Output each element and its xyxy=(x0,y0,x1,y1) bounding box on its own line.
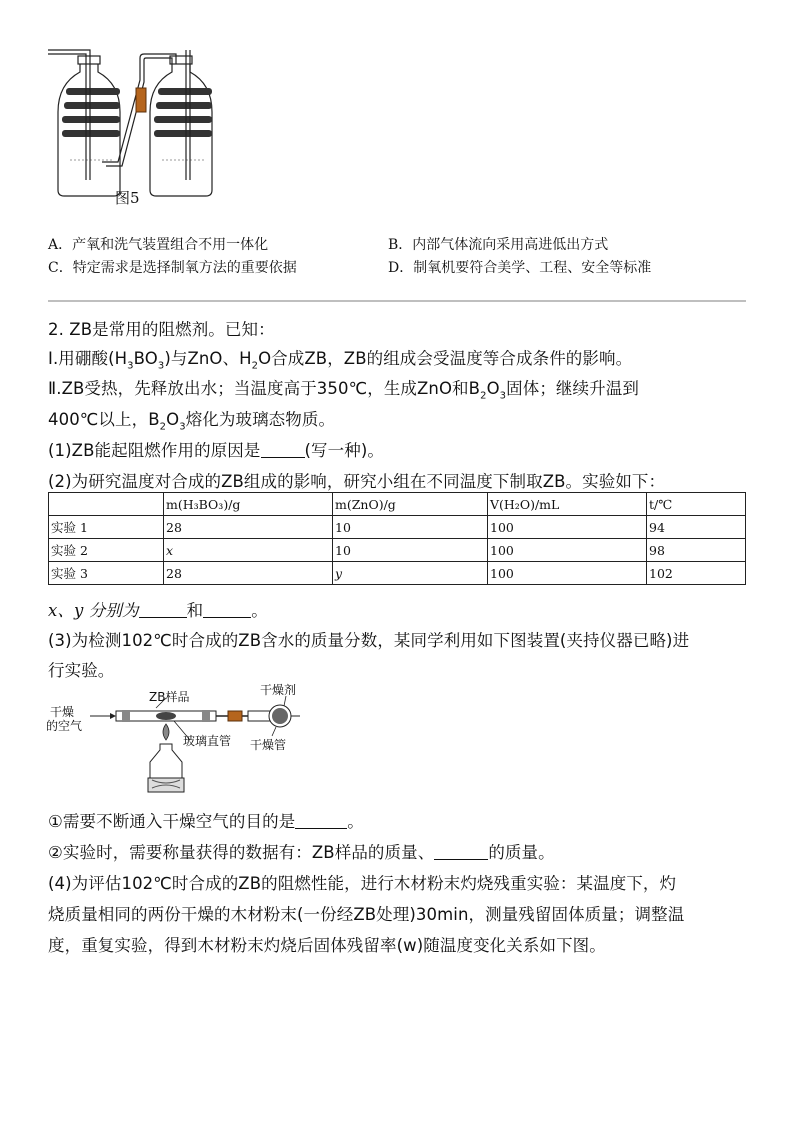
q2-known-2: Ⅱ.ZB受热，先释放出水；当温度高于350℃，生成ZnO和$B_2O_3$固体；继续升温到 xyxy=(48,379,639,402)
table-cell: 102 xyxy=(647,562,746,585)
table-cell: 实验 1 xyxy=(49,516,164,539)
answer-blank xyxy=(295,814,347,829)
table-header: m(H₃BO₃)/g xyxy=(164,493,333,516)
q2-sub2: (2)为研究温度对合成的ZB组成的影响，研究小组在不同温度下制取ZB。实验如下： xyxy=(48,472,666,491)
option-b: B．内部气体流向采用高进低出方式 xyxy=(388,237,609,253)
q2-known-1: Ⅰ.用硼酸$(H_3BO_3)$与ZnO、$H_2O$合成ZB，ZB的组成会受温度等合成条件的影响。 xyxy=(48,349,633,372)
q2-sub4-line2: 烧质量相同的两份干燥的木材粉末(一份经ZB处理)30min，测量残留固体质量；调整温 xyxy=(48,905,685,924)
answer-blank xyxy=(434,845,488,860)
figure5-apparatus xyxy=(40,40,230,210)
label-zb-sample: ZB样品 xyxy=(149,690,190,704)
table-header: V(H₂O)/mL xyxy=(488,493,647,516)
table-cell: x xyxy=(164,539,333,562)
table-cell: 28 xyxy=(164,516,333,539)
q2-sub1: (1)ZB能起阻燃作用的原因是 (写一种)。 xyxy=(48,441,384,460)
table-header-row xyxy=(49,493,746,516)
table-header: m(ZnO)/g xyxy=(333,493,488,516)
answer-blank xyxy=(139,603,187,618)
table-cell: 10 xyxy=(333,516,488,539)
option-c: C．特定需求是选择制氧方法的重要依据 xyxy=(48,260,297,276)
q2-sub3-line2: 行实验。 xyxy=(48,661,115,680)
q2-sub3-item1: ①需要不断通入干燥空气的目的是 。 xyxy=(48,812,364,831)
table-header xyxy=(49,493,164,516)
table-cell: 10 xyxy=(333,539,488,562)
table-cell: 实验 3 xyxy=(49,562,164,585)
q2-xy-blanks: x、y 分别为 和 。 xyxy=(48,601,268,620)
table-cell: 100 xyxy=(488,562,647,585)
table-row xyxy=(49,516,746,539)
table-cell: 28 xyxy=(164,562,333,585)
right-bottle xyxy=(150,56,212,196)
q2-sub3-item2: ②实验时，需要称量获得的数据有：ZB样品的质量、 的质量。 xyxy=(48,843,555,862)
answer-blank xyxy=(203,603,251,618)
table-cell: 实验 2 xyxy=(49,539,164,562)
table-cell: 100 xyxy=(488,516,647,539)
label-dry-air-2: 的空气 xyxy=(46,719,83,733)
left-bottle xyxy=(58,56,120,196)
q2-intro: 2. ZB是常用的阻燃剂。已知： xyxy=(48,320,275,339)
label-dry-air-1: 干燥 xyxy=(50,705,75,719)
table-header: t/℃ xyxy=(647,493,746,516)
table-row xyxy=(49,562,746,585)
table-cell: 98 xyxy=(647,539,746,562)
option-a: A．产氧和洗气装置组合不用一体化 xyxy=(48,237,269,253)
table-cell: y xyxy=(333,562,488,585)
label-desiccant: 干燥剂 xyxy=(260,683,297,697)
figure5-caption: 图5 xyxy=(115,189,140,207)
answer-blank xyxy=(261,443,305,458)
experiment-table xyxy=(48,492,746,585)
q2-known-2-cont: 400℃以上，$B_2O_3$熔化为玻璃态物质。 xyxy=(48,410,336,433)
table-cell: 100 xyxy=(488,539,647,562)
label-glass-tube: 玻璃直管 xyxy=(183,734,232,748)
section-divider xyxy=(48,300,746,302)
label-drying-tube: 干燥管 xyxy=(250,738,287,752)
table-row xyxy=(49,539,746,562)
q2-sub3-line1: (3)为检测102℃时合成的ZB含水的质量分数，某同学利用如下图装置(夹持仪器已略)进 xyxy=(48,631,690,650)
q2-sub4-line3: 度，重复实验，得到木材粉末灼烧后固体残留率(w)随温度变化关系如下图。 xyxy=(48,936,606,955)
q2-sub4-line1: (4)为评估102℃时合成的ZB的阻燃性能，进行木材粉末灼烧残重实验：某温度下，灼 xyxy=(48,874,677,893)
table-cell: 94 xyxy=(647,516,746,539)
option-d: D．制氧机要符合美学、工程、安全等标准 xyxy=(388,260,652,276)
